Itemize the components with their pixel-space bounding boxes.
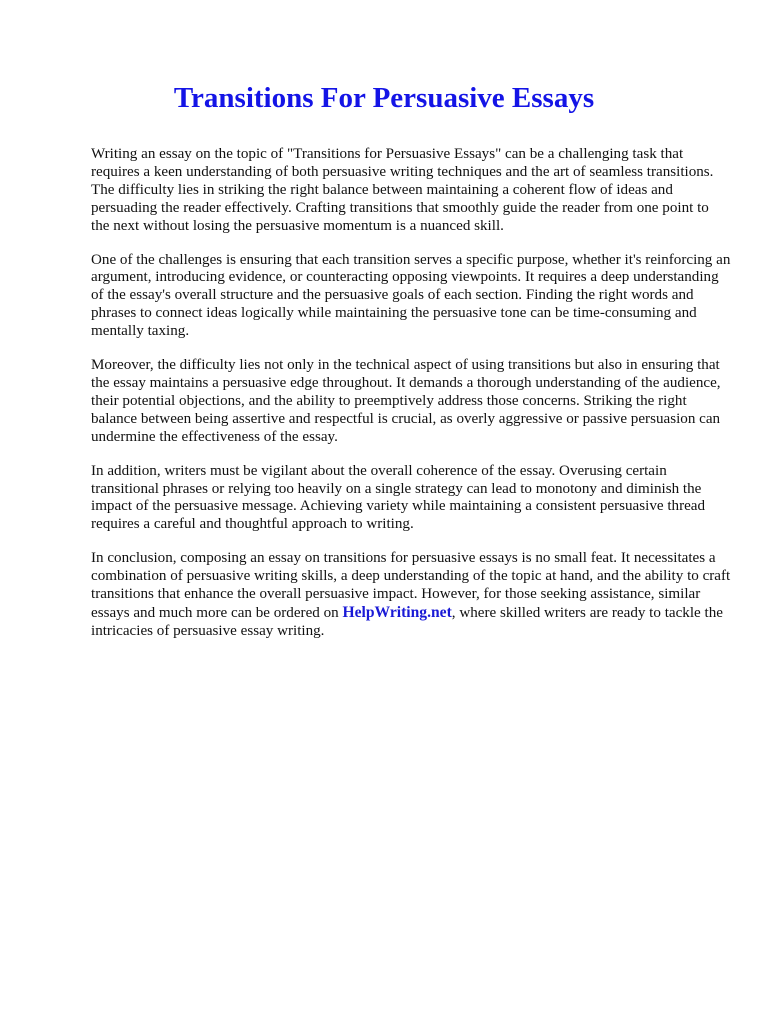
paragraph-1: Writing an essay on the topic of "Transitions for Persuasive Essays" can be a challenging task that requires a keen understanding of both persuasive writing techniques and the art of seamless transitions. The difficulty lies in striking the right balance between maintaining a coherent flow of ideas and persuading the reader effectively. Crafting transitions that smoothly guide the reader from one point to the next without losing the persuasive momentum is a nuanced skill. xyxy=(91,146,714,234)
document-title: Transitions For Persuasive Essays xyxy=(173,82,595,114)
paragraph-2: One of the challenges is ensuring that each transition serves a specific purpose, whether it's reinforcing an argument, introducing evidence, or counteracting opposing viewpoints. It requires a deep understanding of the essay's overall structure and the persuasive goals of each section. Finding the right words and phrases to connect ideas logically while maintaining the persuasive tone can be time-consuming and mentally taxing. xyxy=(91,251,731,340)
paragraph-3: Moreover, the difficulty lies not only in the technical aspect of using transitions but also in ensuring that the essay maintains a persuasive edge throughout. It demands a thorough understanding of the audience, their potential objections, and the ability to preemptively address those concerns. Striking the right balance between being assertive and respectful is crucial, as overly aggressive or passive persuasion can undermine the effectiveness of the essay. xyxy=(91,357,721,445)
paragraph-4: In addition, writers must be vigilant about the overall coherence of the essay. Overusing certain transitional phrases or relying too heavily on a single strategy can lead to monotony and diminish the impact of the persuasive message. Achieving variety while maintaining a consistent persuasive thread requires a careful and thoughtful approach to writing. xyxy=(91,462,706,533)
document-body xyxy=(91,146,731,657)
conclusion-text-after-link: , where skilled writers are ready to tackle the intricacies of persuasive essay writing. xyxy=(91,604,723,639)
helpwriting-link[interactable]: HelpWriting.net xyxy=(342,603,452,621)
conclusion-text-before-link: In conclusion, composing an essay on transitions for persuasive essays is no small feat. It necessitates a combination of persuasive writing skills, a deep understanding of the topic at hand, and the ability to craft transitions that enhance the overall persuasive impact. However, for those seeking assistance, similar essays and much more can be ordered on xyxy=(91,550,731,621)
paragraph-conclusion xyxy=(91,550,731,641)
